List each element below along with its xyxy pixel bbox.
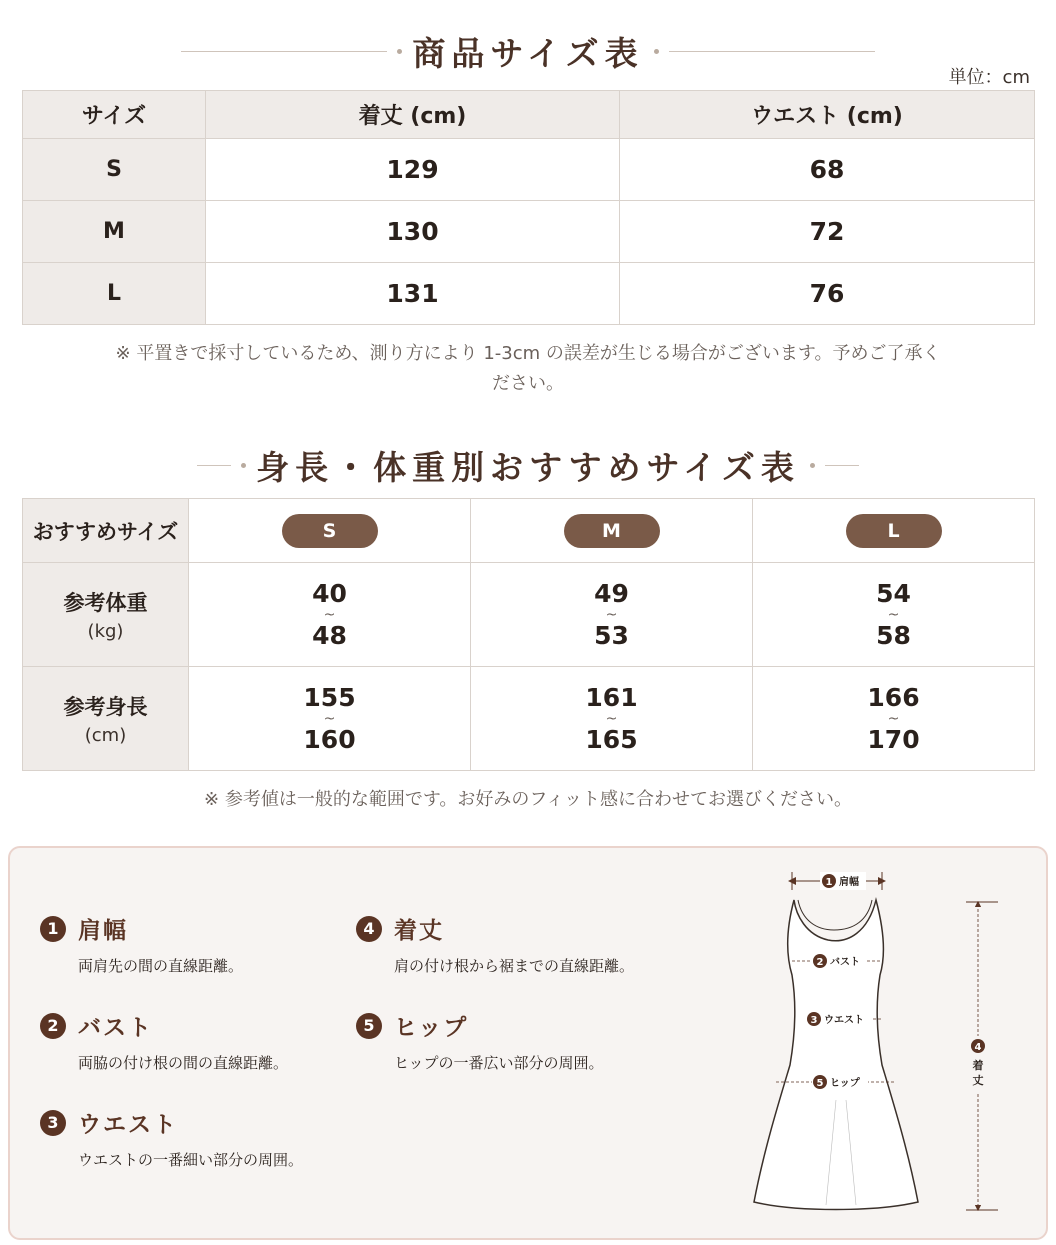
weight-range-l <box>753 579 1034 651</box>
height-label: 参考身長 <box>63 695 148 719</box>
weight-label: 参考体重 <box>63 591 148 615</box>
size-badge-l: L <box>846 514 942 548</box>
measure-desc: 両肩先の間の直線距離。 <box>78 957 244 975</box>
measure-item-waist <box>40 1106 303 1170</box>
weight-label-cell <box>23 563 189 667</box>
badge-1-num: 1 <box>825 877 833 888</box>
number-badge: 3 <box>40 1110 66 1136</box>
header-length: 着丈 (cm) <box>206 91 620 139</box>
diagram-shoulder-label: 肩幅 <box>839 877 859 888</box>
measure-item-bust <box>40 1009 288 1073</box>
size-badge-s: S <box>282 514 378 548</box>
range-max: 170 <box>867 724 920 754</box>
size-table-title: 商品サイズ表 <box>412 34 644 73</box>
range-min: 40 <box>312 578 347 608</box>
range-min: 155 <box>303 682 356 712</box>
badge-4-num: 4 <box>974 1042 982 1053</box>
range-tilde: ~ <box>323 606 336 623</box>
measure-label: ヒップ <box>394 1015 469 1041</box>
title-divider-right <box>825 465 859 466</box>
range-tilde: ~ <box>605 710 618 727</box>
title-divider-left <box>197 465 231 466</box>
range-max: 58 <box>876 620 911 650</box>
recommend-title: 身長・体重別おすすめサイズ表 <box>256 448 800 487</box>
range-tilde: ~ <box>323 710 336 727</box>
weight-row <box>23 563 1035 667</box>
recommend-header-row <box>23 499 1035 563</box>
height-label-cell <box>23 667 189 771</box>
number-badge: 1 <box>40 916 66 942</box>
dress-diagram <box>736 860 1026 1220</box>
size-note-line1: ※ 平置きで採寸しているため、測り方により 1-3cm の誤差が生じる場合がございます。予めご了承く <box>115 343 941 364</box>
title-dot <box>654 49 659 54</box>
measure-desc: ヒップの一番広い部分の周囲。 <box>394 1054 604 1072</box>
measure-desc: 肩の付け根から裾までの直線距離。 <box>394 957 635 975</box>
number-badge: 2 <box>40 1013 66 1039</box>
number-badge: 5 <box>356 1013 382 1039</box>
size-badge-m: M <box>564 514 660 548</box>
diagram-length-label-bottom: 丈 <box>972 1074 984 1087</box>
title-dot <box>810 463 815 468</box>
recommend-title-row <box>0 442 1056 489</box>
size-table-note <box>0 339 1056 399</box>
size-table-title-row <box>0 28 1056 75</box>
waist-cell: 72 <box>620 201 1035 263</box>
measure-desc: 両脇の付け根の間の直線距離。 <box>78 1054 289 1072</box>
neckline <box>798 900 872 930</box>
dress-outline <box>754 900 918 1210</box>
weight-range-m <box>471 579 752 651</box>
number-badge: 4 <box>356 916 382 942</box>
range-min: 54 <box>876 578 911 608</box>
unit-label: 単位：cm <box>948 67 1030 88</box>
badge-5-num: 5 <box>816 1078 824 1089</box>
range-tilde: ~ <box>605 606 618 623</box>
height-range-l <box>753 683 1034 755</box>
measure-label: 肩幅 <box>78 918 128 944</box>
range-max: 160 <box>303 724 356 754</box>
measure-item-shoulder <box>40 912 243 976</box>
title-divider-right <box>669 51 875 52</box>
height-unit: (cm) <box>84 725 127 746</box>
measure-label: 着丈 <box>394 918 444 944</box>
measure-desc: ウエストの一番細い部分の周囲。 <box>78 1151 304 1169</box>
size-table <box>22 90 1035 325</box>
size-cell: S <box>23 139 206 201</box>
height-range-m <box>471 683 752 755</box>
size-table-header-row <box>23 91 1035 139</box>
table-row <box>23 201 1035 263</box>
waist-cell: 68 <box>620 139 1035 201</box>
title-dot <box>241 463 246 468</box>
weight-range-s <box>189 579 470 651</box>
title-dot <box>397 49 402 54</box>
size-cell: L <box>23 263 206 325</box>
size-note-line2: ださい。 <box>492 373 564 394</box>
range-max: 48 <box>312 620 347 650</box>
height-row <box>23 667 1035 771</box>
range-min: 166 <box>867 682 920 712</box>
measure-item-hip <box>356 1009 604 1073</box>
diagram-waist-label: ウエスト <box>824 1015 864 1026</box>
title-divider-left <box>181 51 387 52</box>
weight-unit: (kg) <box>87 621 124 642</box>
range-min: 49 <box>594 578 629 608</box>
size-cell: M <box>23 201 206 263</box>
recommend-header-label: おすすめサイズ <box>23 499 189 563</box>
length-cell: 129 <box>206 139 620 201</box>
measure-label: バスト <box>78 1015 153 1041</box>
badge-2-num: 2 <box>816 957 824 968</box>
diagram-hip-label: ヒップ <box>830 1078 860 1089</box>
range-max: 165 <box>585 724 638 754</box>
length-cell: 130 <box>206 201 620 263</box>
waist-cell: 76 <box>620 263 1035 325</box>
range-min: 161 <box>585 682 638 712</box>
range-max: 53 <box>594 620 629 650</box>
badge-3-num: 3 <box>810 1015 818 1026</box>
recommend-note: ※ 参考値は一般的な範囲です。お好みのフィット感に合わせてお選びください。 <box>204 789 852 810</box>
header-size: サイズ <box>23 91 206 139</box>
range-tilde: ~ <box>887 710 900 727</box>
table-row <box>23 139 1035 201</box>
height-range-s <box>189 683 470 755</box>
recommend-table <box>22 498 1035 771</box>
measure-item-length <box>356 912 634 976</box>
header-waist: ウエスト (cm) <box>620 91 1035 139</box>
table-row <box>23 263 1035 325</box>
diagram-bust-label: バスト <box>830 957 860 968</box>
diagram-length-label-top: 着 <box>972 1059 984 1072</box>
range-tilde: ~ <box>887 606 900 623</box>
length-cell: 131 <box>206 263 620 325</box>
measure-label: ウエスト <box>78 1112 178 1138</box>
